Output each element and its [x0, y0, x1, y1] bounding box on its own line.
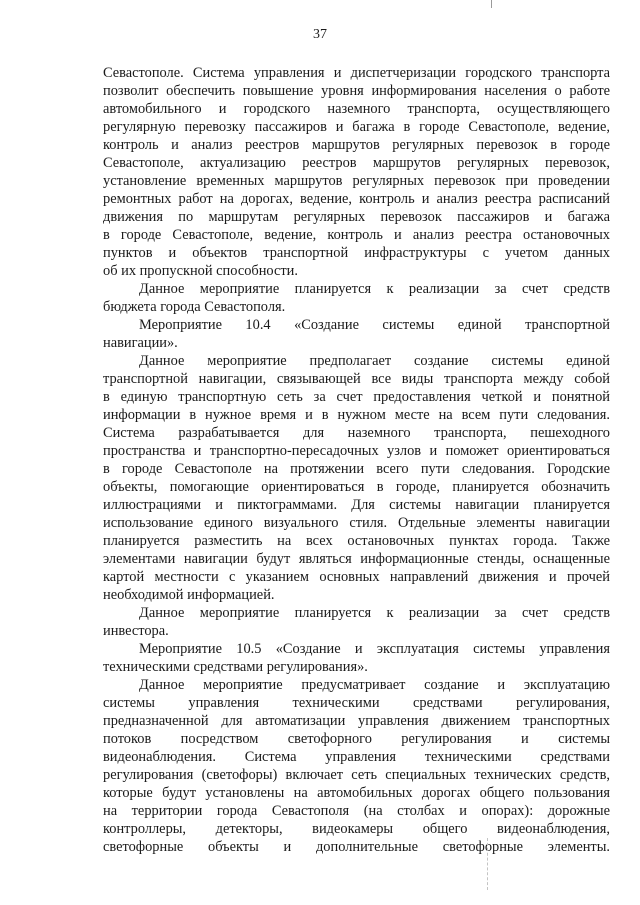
text-line: Система разрабатывается для наземного транспорта, пешеходного — [103, 425, 610, 441]
text-line: движения по маршрутам регулярных перевозок пассажиров и багажа — [103, 209, 610, 225]
text-line: навигации». — [103, 335, 178, 351]
text-line: пространства и транспортно-пересадочных узлов и поможет ориентироваться — [103, 443, 610, 459]
text-line: бюджета города Севастополя. — [103, 299, 286, 315]
document-body — [103, 64, 610, 856]
text-line: Севастополе, актуализацию реестров маршрутов регулярных перевозок, — [103, 155, 610, 171]
text-line: картой местности с указанием основных направлений движения и прочей — [103, 569, 610, 585]
text-line: регулярную перевозку пассажиров и багажа в городе Севастополе, ведение, — [103, 119, 610, 135]
text-line: необходимой информацией. — [103, 587, 275, 603]
text-line: Мероприятие 10.5 «Создание и эксплуатация системы управления — [139, 641, 610, 657]
text-line: светофорные объекты и дополнительные светофорные элементы. — [103, 839, 610, 855]
text-line: Данное мероприятие предполагает создание системы единой — [139, 353, 610, 369]
page-number: 37 — [313, 27, 327, 42]
text-line: использование единого визуального стиля. Отдельные элементы навигации — [103, 515, 610, 531]
text-line: контроллеры, детекторы, видеокамеры общего видеонаблюдения, — [103, 821, 610, 837]
text-line: системы управления техническими средствами регулирования, — [103, 695, 610, 711]
text-line: ремонтных работ на дорогах, ведение, контроль и анализ реестра расписаний — [103, 191, 610, 207]
text-line: инвестора. — [103, 623, 169, 639]
text-line: позволит обеспечить повышение уровня информирования населения о работе — [103, 83, 610, 99]
text-line: иллюстрациями и пиктограммами. Для системы навигации планируется — [103, 497, 610, 513]
page-edge-mark-top — [491, 0, 492, 8]
text-line: в городе Севастополе, ведение, контроль и анализ реестра остановочных — [103, 227, 610, 243]
text-line: регулирования (светофоры) включает сеть специальных технических средств, — [103, 767, 610, 783]
text-line: Данное мероприятие предусматривает создание и эксплуатацию — [139, 677, 610, 693]
text-line: Севастополе. Система управления и диспетчеризации городского транспорта — [103, 65, 610, 81]
text-line: в единую транспортную сеть за счет предоставления четкой и понятной — [103, 389, 610, 405]
text-line: видеонаблюдения. Система управления техническими средствами — [103, 749, 610, 765]
text-line: объекты, помогающие ориентироваться в городе, планируется обозначить — [103, 479, 610, 495]
text-line: информации в нужное время и в нужном месте на всем пути следования. — [103, 407, 610, 423]
text-line: установление временных маршрутов регулярных перевозок при проведении — [103, 173, 610, 189]
text-line: на территории города Севастополя (на столбах и опорах): дорожные — [103, 803, 610, 819]
text-line: пунктов и объектов транспортной инфраструктуры с учетом данных — [103, 245, 610, 261]
page-edge-mark-bottom — [487, 838, 488, 890]
text-line: в городе Севастополе на протяжении всего пути следования. Городские — [103, 461, 610, 477]
text-line: предназначенной для автоматизации управления движением транспортных — [103, 713, 610, 729]
text-line: техническими средствами регулирования». — [103, 659, 368, 675]
text-line: Данное мероприятие планируется к реализации за счет средств — [139, 281, 610, 297]
text-line: элементами навигации будут являться информационные стенды, оснащенные — [103, 551, 610, 567]
text-line: транспортной навигации, связывающей все виды транспорта между собой — [103, 371, 610, 387]
text-line: автомобильного и городского наземного транспорта, осуществляющего — [103, 101, 610, 117]
text-line: Мероприятие 10.4 «Создание системы единой транспортной — [139, 317, 610, 333]
text-line: контроль и анализ реестров маршрутов регулярных перевозок в городе — [103, 137, 610, 153]
text-line: потоков посредством светофорного регулирования и системы — [103, 731, 610, 747]
text-line: планируется разместить на всех остановочных пунктах города. Также — [103, 533, 610, 549]
text-line: об их пропускной способности. — [103, 263, 298, 279]
text-line: которые будут установлены на автомобильных дорогах общего пользования — [103, 785, 610, 801]
text-line: Данное мероприятие планируется к реализации за счет средств — [139, 605, 610, 621]
